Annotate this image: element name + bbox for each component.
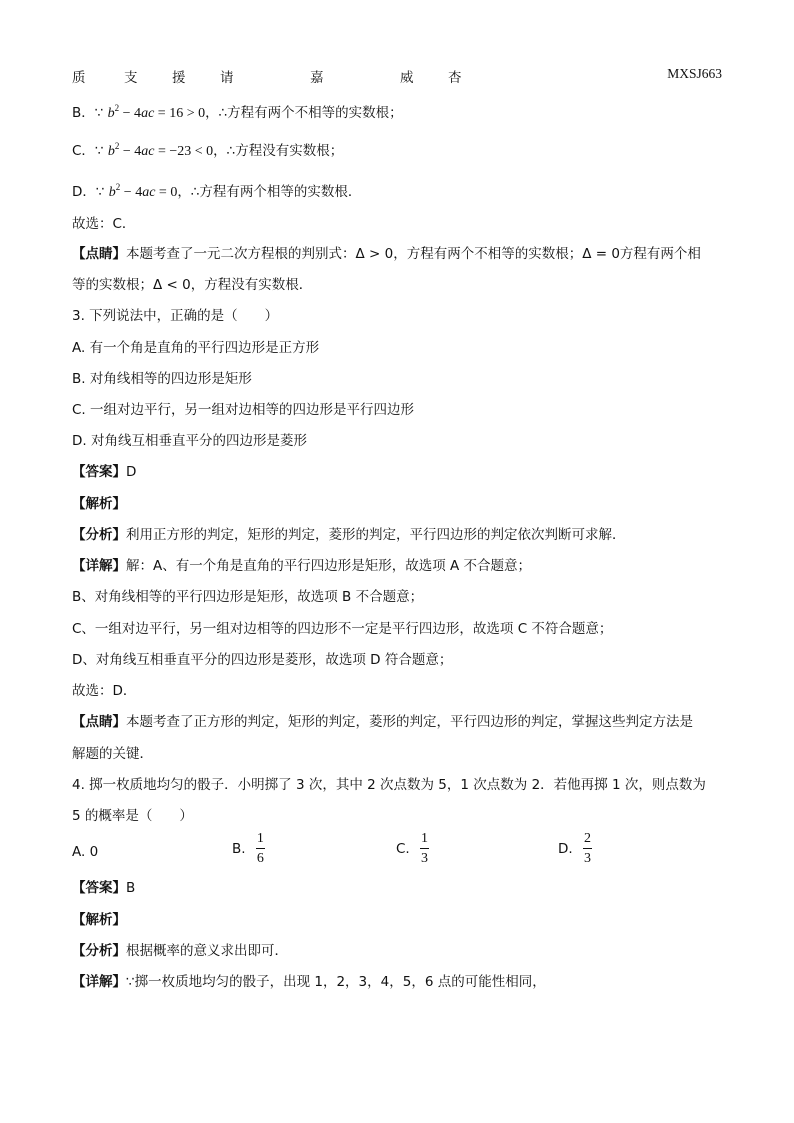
q3-xiangjie-3: C、一组对边平行，另一组对边相等的四边形不一定是平行四边形，故选项 C 不符合题意； xyxy=(72,621,613,637)
q3-option-a: A. 有一个角是直角的平行四边形是正方形 xyxy=(72,340,320,356)
q3-xiangjie-2: B、对角线相等的平行四边形是矩形，故选项 B 不合题意； xyxy=(72,589,424,605)
discriminant-expression: $b^2 - 4ac = -23 < 0$ xyxy=(107,141,214,159)
q2-comment-line1: 【点睛】本题考查了一元二次方程根的判别式：Δ > 0，方程有两个不相等的实数根；Δ = 0方程有两个相 xyxy=(72,246,701,262)
discriminant-expression: $b^2 - 4ac = 0$ xyxy=(108,182,178,200)
q3-option-c: C. 一组对边平行，另一组对边相等的四边形是平行四边形 xyxy=(72,402,415,418)
header-char: 威 xyxy=(400,70,414,86)
q3-fenxi: 【分析】利用正方形的判定，矩形的判定，菱形的判定，平行四边形的判定依次判断可求解． xyxy=(72,527,626,543)
fraction: $\frac{2}{3}$ xyxy=(583,831,591,866)
q4-option-b: B. $\frac{1}{6}$ xyxy=(232,831,264,866)
q3-comment-line2: 解题的关键． xyxy=(72,746,153,762)
header-char: 支 xyxy=(124,70,138,86)
q3-analysis-tag: 【解析】 xyxy=(72,496,126,512)
q4-analysis-tag: 【解析】 xyxy=(72,912,126,928)
header-char: 质 xyxy=(72,70,86,86)
q3-xiangjie-1: 【详解】解：A、有一个角是直角的平行四边形是矩形，故选项 A 不合题意； xyxy=(72,558,532,574)
q2-option-d-explanation: D．∵ $b^2 - 4ac = 0$，∴方程有两个相等的实数根． xyxy=(72,182,362,200)
q3-choice: 故选：D． xyxy=(72,683,137,699)
page-header xyxy=(72,66,722,86)
q2-comment-line2: 等的实数根；Δ < 0，方程没有实数根． xyxy=(72,277,313,293)
header-char: 援 xyxy=(172,70,186,86)
q3-stem: 3. 下列说法中，正确的是（ ） xyxy=(72,308,279,324)
fraction: $\frac{1}{6}$ xyxy=(256,831,264,866)
header-code: MXSJ663 xyxy=(667,66,722,81)
q3-answer: 【答案】D xyxy=(72,464,137,480)
answer-tag: 【答案】 xyxy=(72,464,126,480)
q3-comment-line1: 【点睛】本题考查了正方形的判定，矩形的判定，菱形的判定，平行四边形的判定，掌握这些判定方法是 xyxy=(72,714,693,730)
q4-option-d: D. $\frac{2}{3}$ xyxy=(558,831,591,866)
q3-option-d: D. 对角线互相垂直平分的四边形是菱形 xyxy=(72,433,307,449)
q4-fenxi: 【分析】根据概率的意义求出即可． xyxy=(72,943,288,959)
comment-tag: 【点睛】 xyxy=(72,246,126,262)
q4-option-a: A. 0 xyxy=(72,844,99,860)
q2-option-c-explanation: C．∵ $b^2 - 4ac = -23 < 0$，∴方程没有实数根； xyxy=(72,141,344,159)
q2-option-b-explanation: B．∵ $b^2 - 4ac = 16 > 0$，∴方程有两个不相等的实数根； xyxy=(72,103,403,121)
header-char: 杏 xyxy=(448,70,462,86)
q3-xiangjie-4: D、对角线互相垂直平分的四边形是菱形，故选项 D 符合题意； xyxy=(72,652,453,668)
q4-answer: 【答案】B xyxy=(72,880,136,896)
header-char: 请 xyxy=(220,70,234,86)
discriminant-expression: $b^2 - 4ac = 16 > 0$ xyxy=(107,103,206,121)
q3-option-b: B. 对角线相等的四边形是矩形 xyxy=(72,371,252,387)
header-char: 嘉 xyxy=(310,70,324,86)
q4-xiangjie-1: 【详解】∵掷一枚质地均匀的骰子，出现 1，2，3，4，5，6 点的可能性相同， xyxy=(72,974,546,990)
q4-stem-line2: 5 的概率是（ ） xyxy=(72,808,193,824)
q4-option-c: C. $\frac{1}{3}$ xyxy=(396,831,429,866)
q4-stem-line1: 4. 掷一枚质地均匀的骰子．小明掷了 3 次，其中 2 次点数为 5，1 次点数为 2．若他再掷 1 次，则点数为 xyxy=(72,777,706,793)
q2-choice: 故选：C． xyxy=(72,216,136,232)
fraction: $\frac{1}{3}$ xyxy=(421,831,429,866)
